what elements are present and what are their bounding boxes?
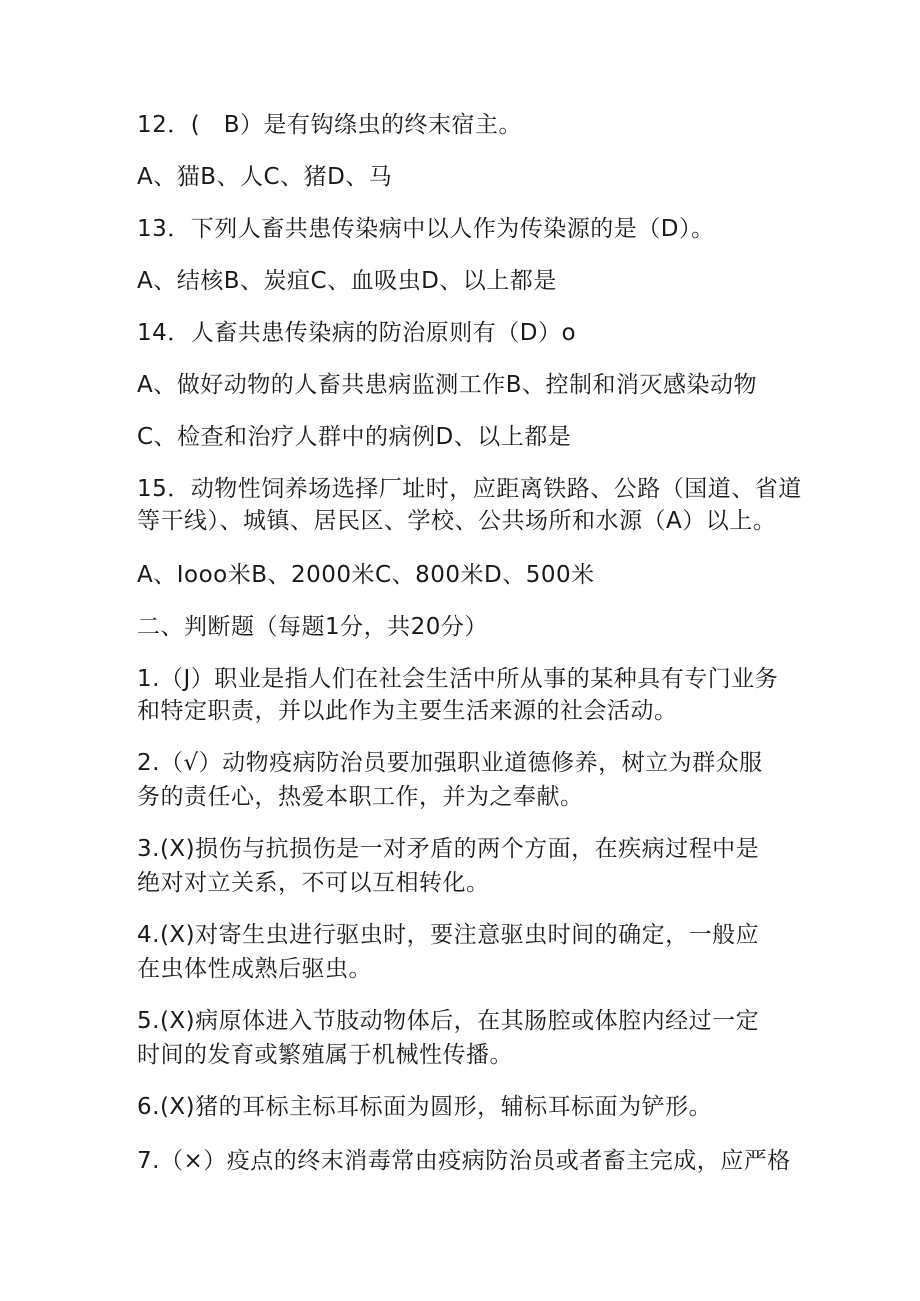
tf3-line-2: 绝对对立关系，不可以互相转化。 <box>137 870 490 896</box>
tf6-line: 6.(X)猪的耳标主标耳标面为圆形，辅标耳标面为铲形。 <box>137 1094 713 1120</box>
tf1-line-2: 和特定职责，并以此作为主要生活来源的社会活动。 <box>137 698 678 724</box>
q13-options: A、结核B、炭疽C、血吸虫D、以上都是 <box>137 268 557 294</box>
q14-stem: 14．人畜共患传染病的防治原则有（D）o <box>137 320 577 346</box>
q13-stem: 13．下列人畜共患传染病中以人作为传染源的是（D）。 <box>137 216 715 242</box>
tf2-line-2: 务的责任心，热爱本职工作，并为之奉献。 <box>137 784 584 810</box>
q12-stem: 12．( B）是有钩绦虫的终末宿主。 <box>137 112 523 138</box>
section-heading: 二、判断题（每题1分，共20分） <box>137 614 488 640</box>
tf2-line-1: 2.（√）动物疫病防治员要加强职业道德修养，树立为群众服 <box>137 750 763 776</box>
q14-options-1: A、做好动物的人畜共患病监测工作B、控制和消灭感染动物 <box>137 372 758 398</box>
tf7-line-1: 7.（×）疫点的终末消毒常由疫病防治员或者畜主完成，应严格 <box>137 1148 791 1174</box>
tf1-line-1: 1.（J）职业是指人们在社会生活中所从事的某种具有专门业务 <box>137 666 779 692</box>
q15-options: A、Iooo米B、2000米C、800米D、500米 <box>137 562 595 588</box>
q14-options-2: C、检查和治疗人群中的病例D、以上都是 <box>137 424 572 450</box>
q12-options: A、猫B、人C、猪D、马 <box>137 164 393 190</box>
tf4-line-2: 在虫体性成熟后驱虫。 <box>137 956 372 982</box>
tf5-line-2: 时间的发育或繁殖属于机械性传播。 <box>137 1042 513 1068</box>
tf4-line-1: 4.(X)对寄生虫进行驱虫时，要注意驱虫时间的确定，一般应 <box>137 922 760 948</box>
q15-stem-1: 15．动物性饲养场选择厂址时，应距离铁路、公路（国道、省道 <box>137 476 802 502</box>
q15-stem-2: 等干线）、城镇、居民区、学校、公共场所和水源（A）以上。 <box>137 508 777 534</box>
tf5-line-1: 5.(X)病原体进入节肢动物体后，在其肠腔或体腔内经过一定 <box>137 1008 760 1034</box>
tf3-line-1: 3.(X)损伤与抗损伤是一对矛盾的两个方面，在疾病过程中是 <box>137 836 760 862</box>
